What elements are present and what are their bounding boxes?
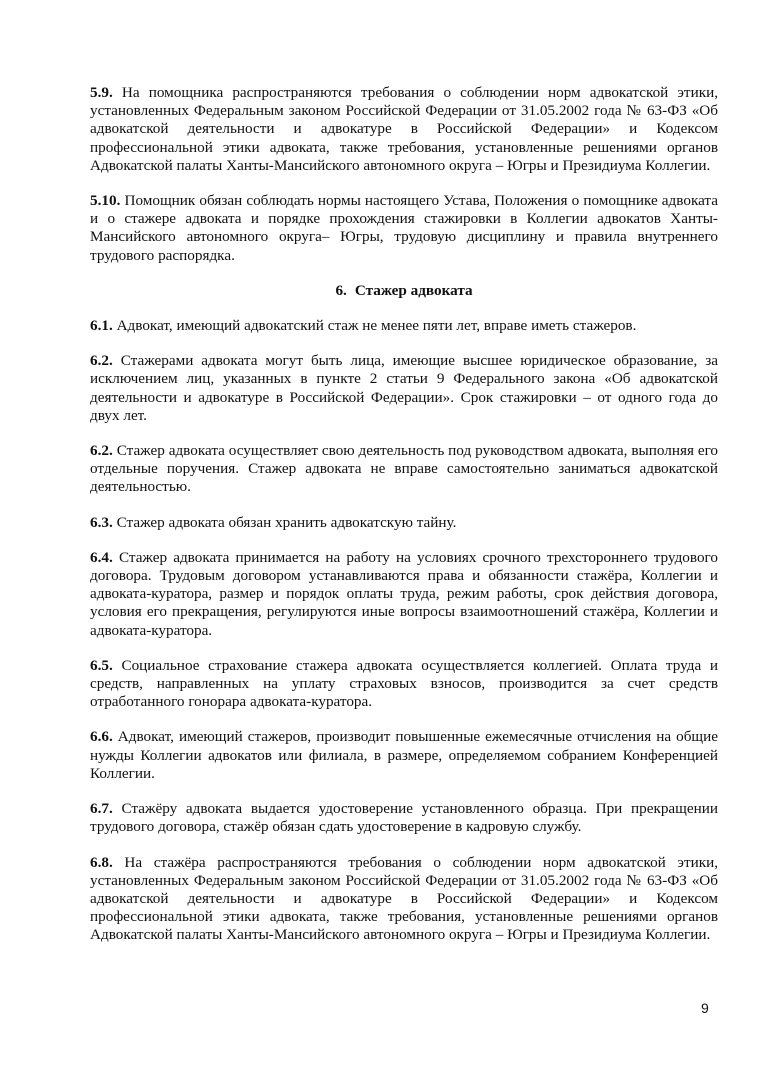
paragraph-number: 5.9.: [90, 84, 113, 101]
paragraph-text: Стажер адвоката осуществляет свою деятельность под руководством адвоката, выполняя его отдельные поручения. Стажер адвоката не вправе самостоятельно заниматься адвокатской деятельностью.: [90, 442, 719, 496]
paragraph-number: 6.5.: [90, 656, 113, 674]
paragraph-6-4: [90, 549, 718, 640]
paragraph-number: 5.10.: [90, 192, 121, 210]
paragraph-text: Адвокат, имеющий адвокатский стаж не менее пяти лет, вправе иметь стажеров.: [116, 317, 637, 335]
page-number: 9: [701, 1000, 709, 1016]
paragraph-text: Стажерами адвоката могут быть лица, имеющие высшее юридическое образование, за исключением лиц, указанных в пункте 2 статьи 9 Федерального закона «Об адвокатской деятельности и адвокатуре в Российской Федерации». Срок стажировки – от одного года до двух лет.: [90, 352, 718, 424]
paragraph-number: 6.8.: [90, 853, 113, 871]
paragraph-text: Социальное страхование стажера адвоката осуществляется коллегией. Оплата труда и средств, направленных на уплату страховых взносов, производится за счет средств отработанного гонорара адвоката-куратора.: [90, 656, 718, 711]
paragraph-text: На стажёра распространяются требования о соблюдении норм адвокатской этики, установленных Федеральным законом Российской Федерации от 31.05.2002 года № 63-ФЗ «Об адвокатской деятельности и адвокатуре в Российской Федерации» и Кодексом профессиональной этики адвоката, также требования, установленные решениями органов Адвокатской палаты Ханты-Мансийского автономного округа – Югры и Президиума Коллегии.: [90, 853, 719, 944]
paragraph-number: 6.7.: [90, 800, 113, 818]
paragraph-5-9: [90, 84, 718, 175]
paragraph-number: 6.6.: [90, 728, 113, 746]
paragraph-6-1: [90, 317, 718, 335]
paragraph-6-7: [90, 800, 718, 836]
paragraph-text: Стажер адвоката принимается на работу на условиях срочного трехстороннего трудового договора. Трудовым договором устанавливаются права и обязанности стажёра, Коллегии и адвоката-куратора, размер и порядок оплаты труда, режим работы, срок действия договора, условия его прекращения, регулируются иные вопросы взаимоотношений стажёра, Коллегии и адвоката-куратора.: [90, 548, 718, 639]
paragraph-6-2b: [90, 442, 718, 497]
paragraph-6-2a: [90, 352, 718, 425]
section-heading: [90, 282, 718, 300]
paragraph-text: Адвокат, имеющий стажеров, производит повышенные ежемесячные отчисления на общие нужды Коллегии адвокатов или филиала, в размере, определяемом собранием Конференцией Коллегии.: [90, 728, 718, 782]
paragraph-number: 6.4.: [90, 548, 113, 566]
paragraph-6-3: [90, 514, 718, 532]
paragraph-text: Стажер адвоката обязан хранить адвокатскую тайну.: [116, 513, 457, 531]
paragraph-number: 6.2.: [90, 352, 113, 370]
section-title: Стажер адвоката: [354, 281, 473, 299]
paragraph-6-6: [90, 728, 718, 783]
paragraph-6-8: [90, 854, 718, 945]
paragraph-5-10: [90, 192, 718, 265]
paragraph-text: Стажёру адвоката выдается удостоверение установленного образца. При прекращении трудового договора, стажёр обязан сдать удостоверение в кадровую службу.: [90, 800, 718, 836]
paragraph-number: 6.3.: [90, 513, 113, 531]
section-number: 6.: [335, 281, 347, 299]
paragraph-text: Помощник обязан соблюдать нормы настоящего Устава, Положения о помощнике адвоката и о стажере адвоката и порядке прохождения стажировки в Коллегии адвокатов Ханты-Мансийского автономного округа– Югры, трудовую дисциплину и правила внутреннего трудового распорядка.: [90, 192, 719, 264]
paragraph-number: 6.1.: [90, 317, 113, 335]
paragraph-number: 6.2.: [90, 442, 113, 460]
document-page: [90, 84, 718, 962]
paragraph-text: На помощника распространяются требования о соблюдении норм адвокатской этики, установленных Федеральным законом Российской Федерации от 31.05.2002 года № 63-ФЗ «Об адвокатской деятельности и адвокатуре в Российской Федерации» и Кодексом профессиональной этики адвоката, также требования, установленные решениями органов Адвокатской палаты Ханты-Мансийского автономного округа – Югры и Президиума Коллегии.: [90, 84, 718, 174]
paragraph-6-5: [90, 657, 718, 712]
